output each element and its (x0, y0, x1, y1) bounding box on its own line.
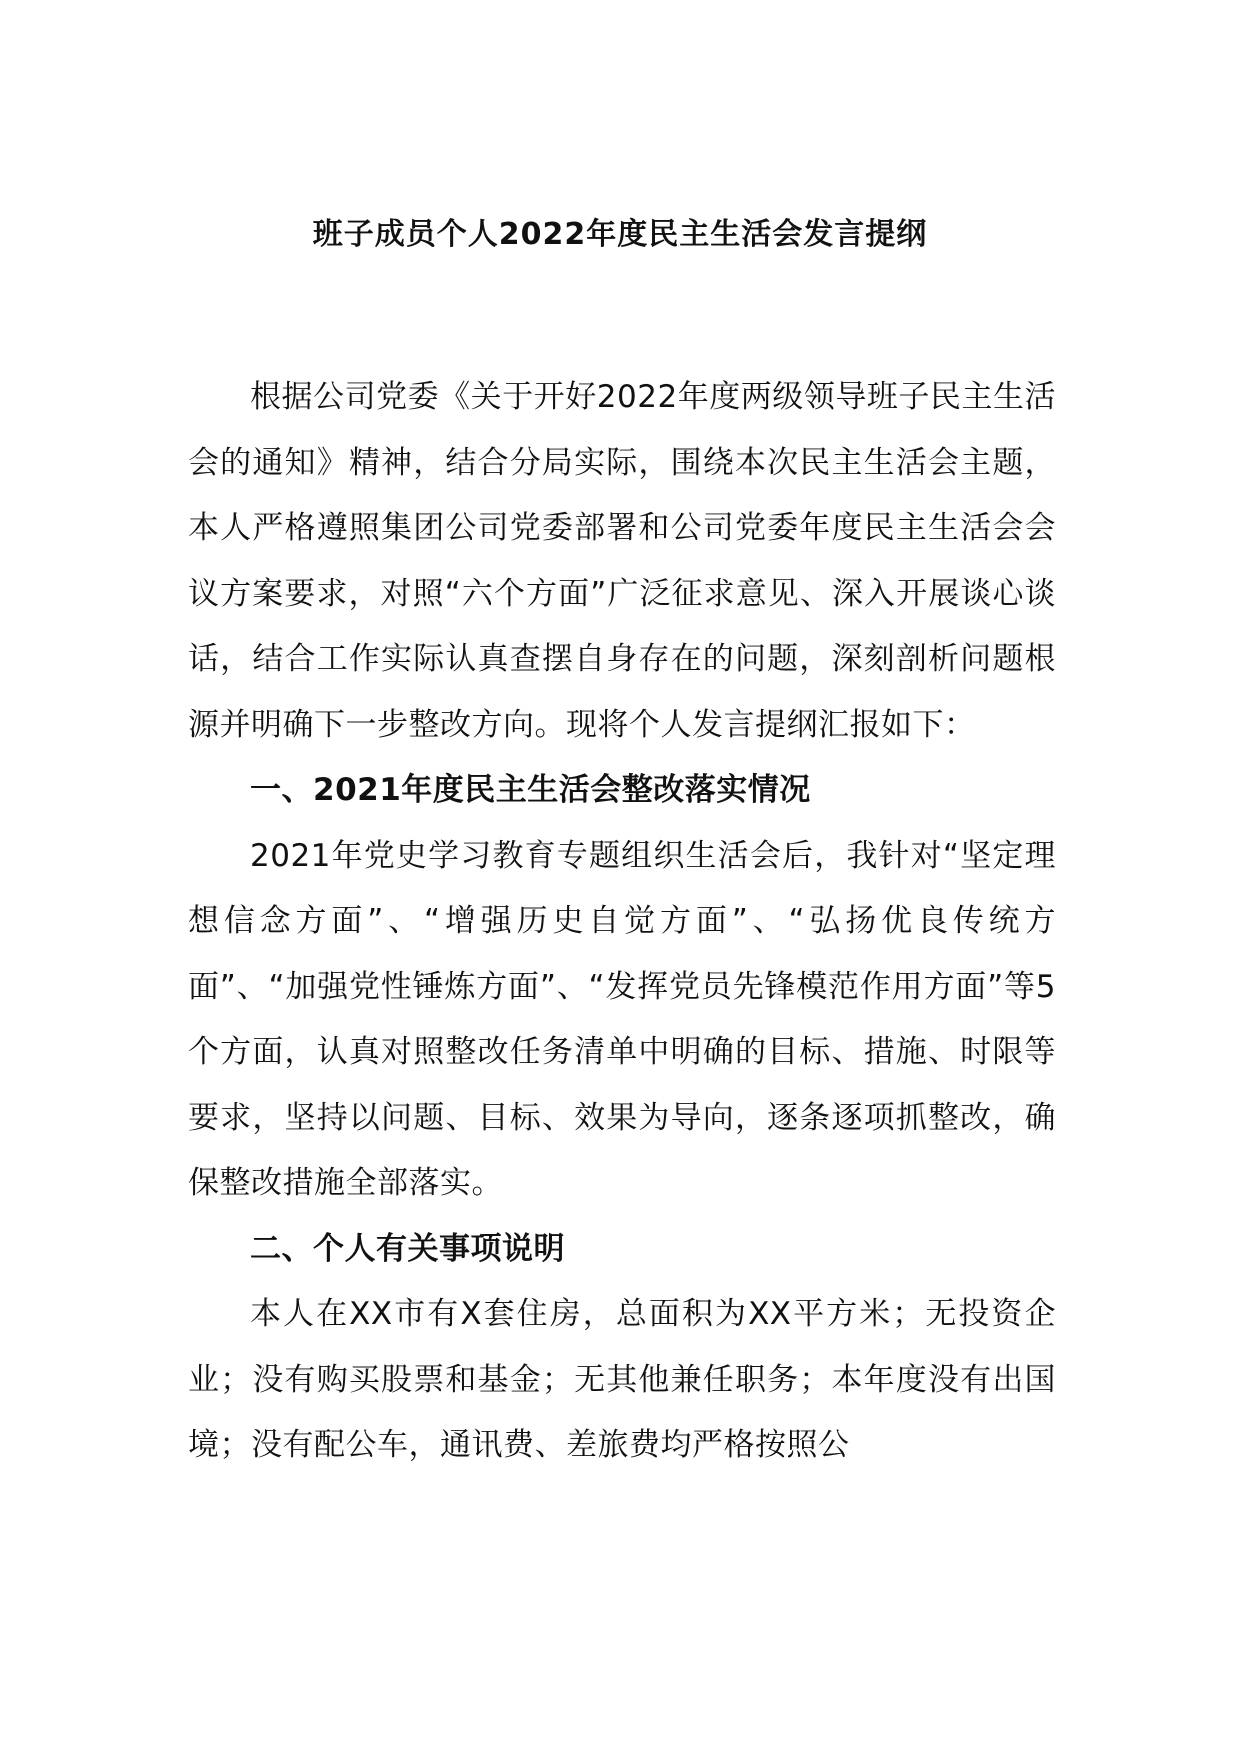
document-title: 班子成员个人2022年度民主生活会发言提纲 (312, 217, 928, 252)
section-heading-1: 一、2021年度民主生活会整改落实情况 (250, 772, 811, 808)
document-body (188, 365, 1056, 1479)
section-heading-2: 二、个人有关事项说明 (250, 1230, 565, 1267)
intro-paragraph: 根据公司党委《关于开好2022年度两级领导班子民主生活会的通知》精神，结合分局实际，围绕本次民主生活会主题，本人严格遵照集团公司党委部署和公司党委年度民主生活会会议方案要求，对照“六个方面”广泛征求意见、深入开展谈心谈话，结合工作实际认真查摆自身存在的问题，深刻剖析问题根源并明确下一步整改方向。现将个人发言提纲汇报如下： (188, 379, 1056, 743)
rectification-paragraph: 2021年党史学习教育专题组织生活会后，我针对“坚定理想信念方面”、“增强历史自觉方面”、“弘扬优良传统方面”、“加强党性锤炼方面”、“发挥党员先锋模范作用方面”等5个方面，认真对照整改任务清单中明确的目标、措施、时限等要求，坚持以问题、目标、效果为导向，逐条逐项抓整改，确保整改措施全部落实。 (188, 837, 1056, 1201)
personal-matters-paragraph: 本人在XX市有X套住房，总面积为XX平方米；无投资企业；没有购买股票和基金；无其他兼任职务；本年度没有出国境；没有配公车，通讯费、差旅费均严格按照公 (188, 1296, 1056, 1463)
